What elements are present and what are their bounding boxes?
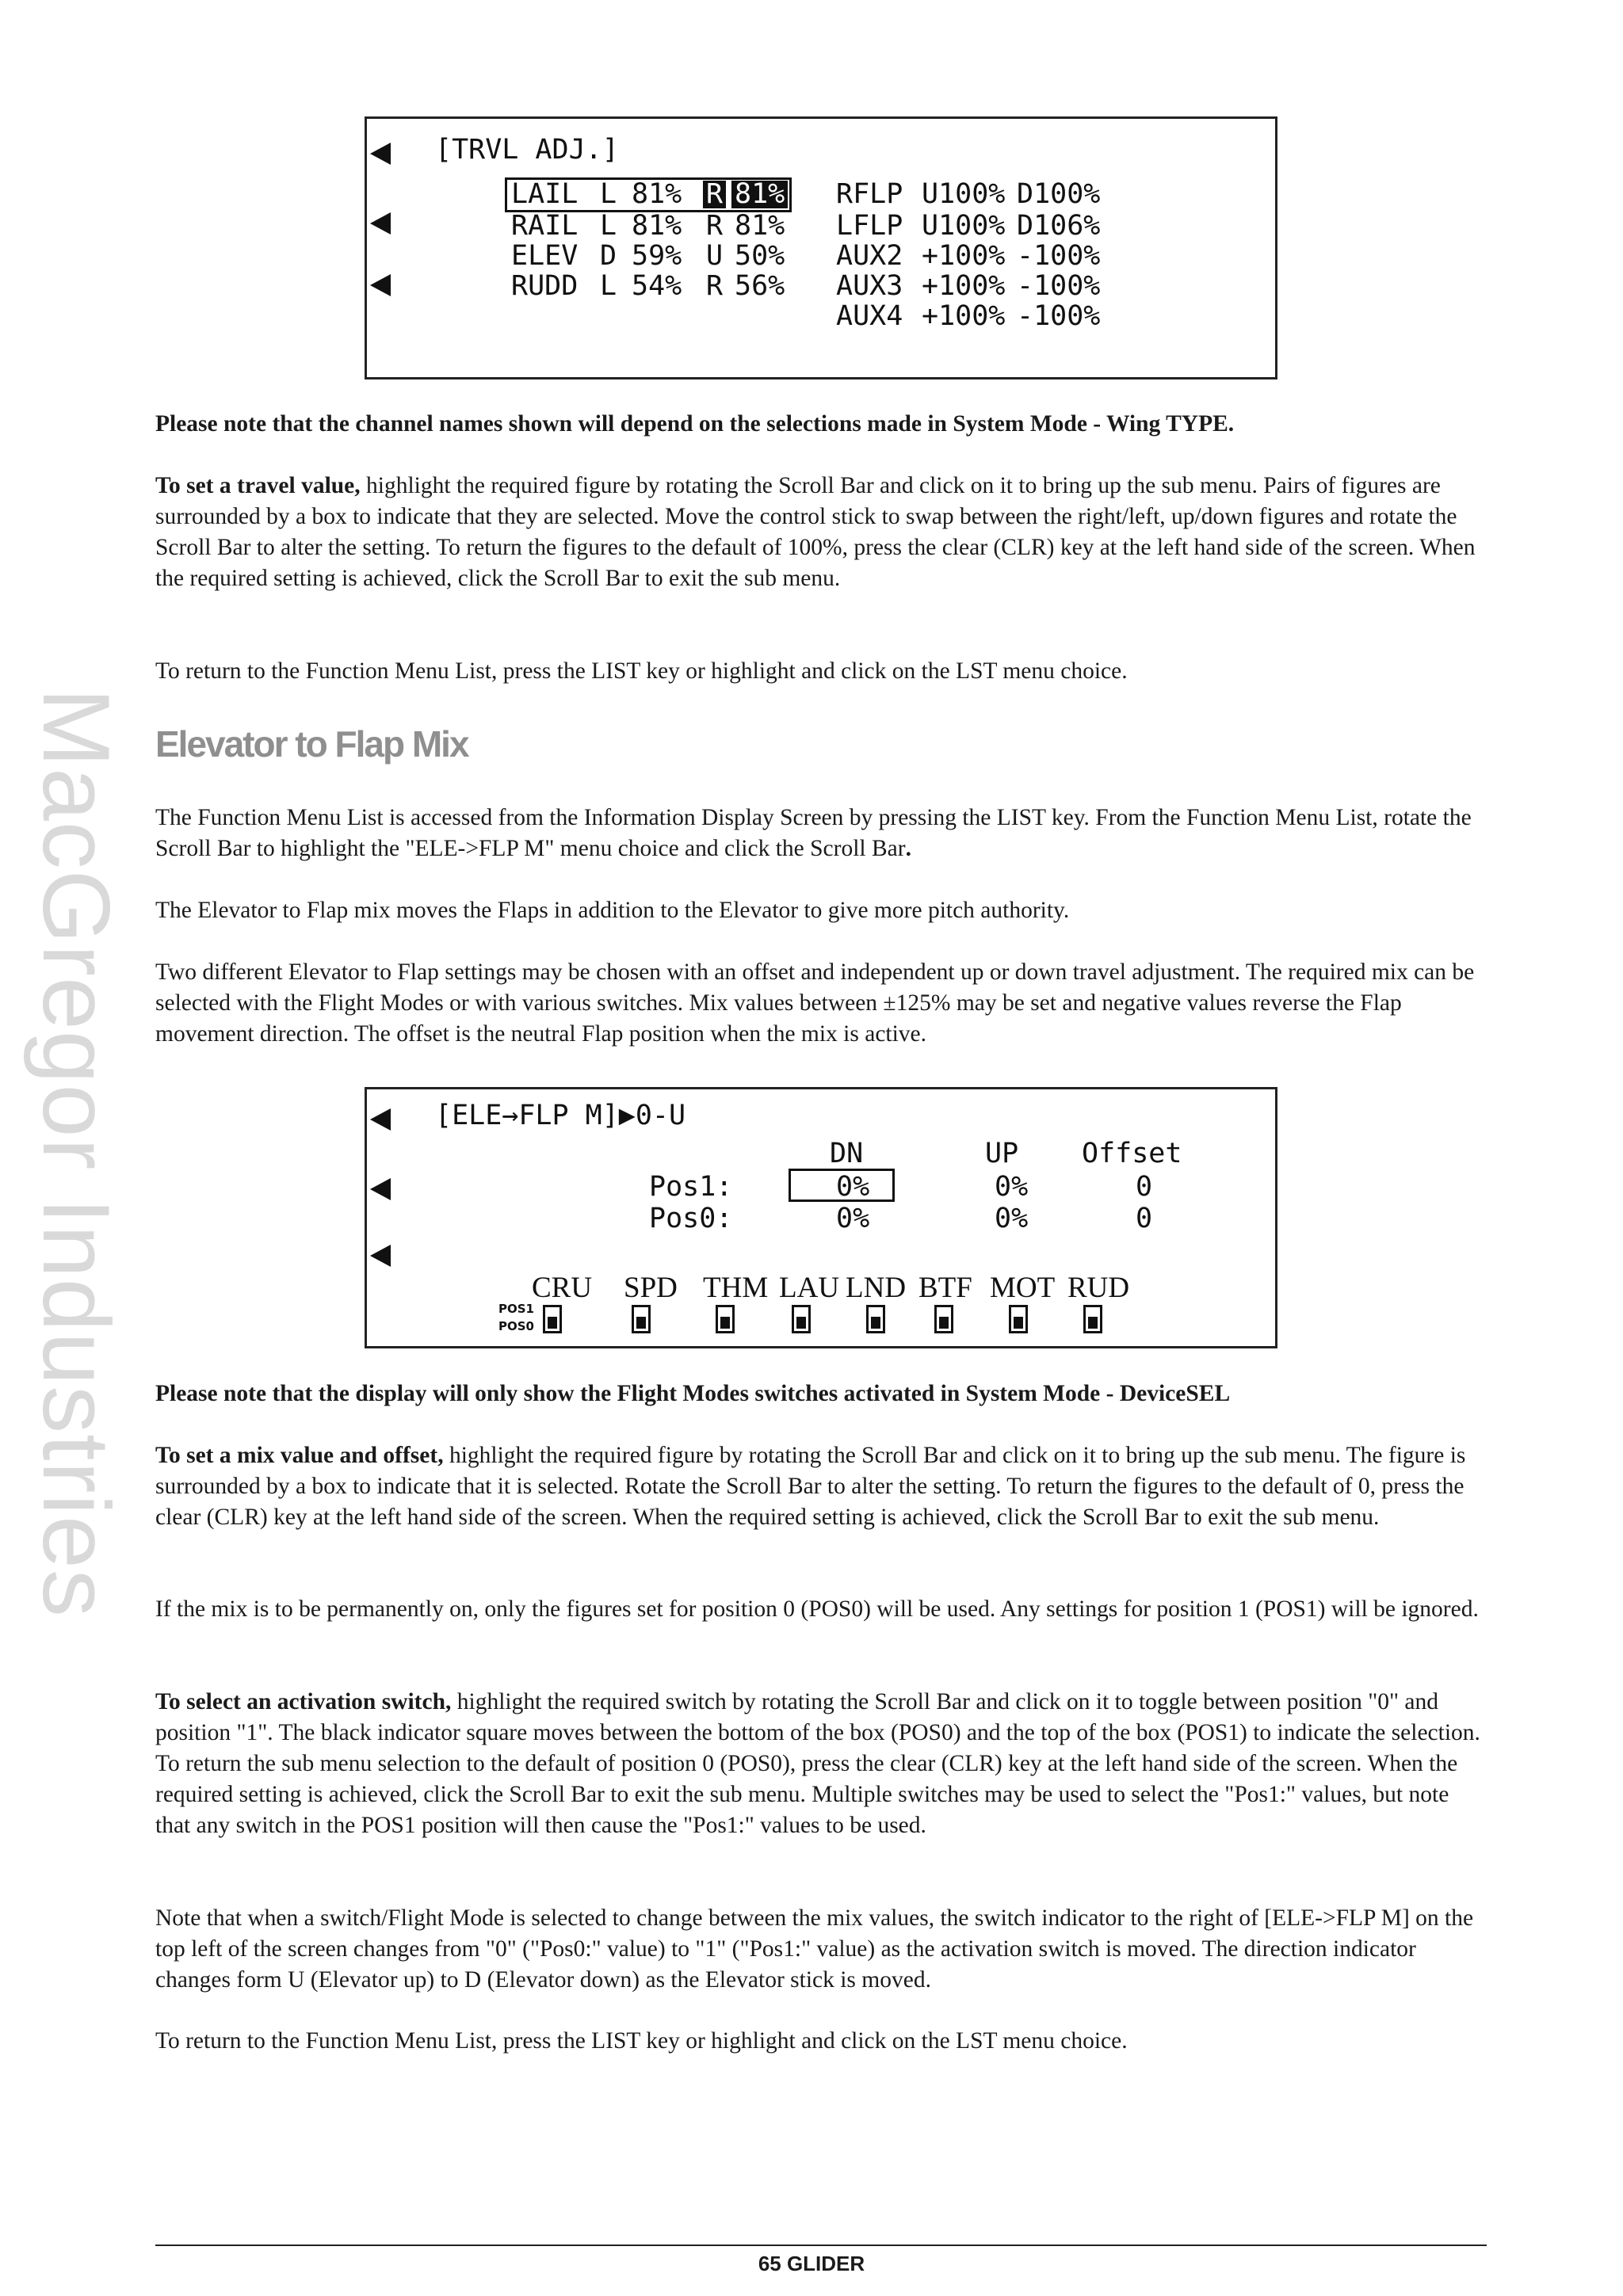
direction-b-highlighted: R (703, 181, 726, 208)
value-2b: D100% (1017, 178, 1101, 210)
value-b: 56% (735, 270, 785, 302)
value-2b: D106% (1017, 210, 1101, 242)
travel-adjust-screen (365, 116, 1277, 379)
pos1-offset-value: 0 (1136, 1171, 1153, 1203)
paragraph-activation-switch: To select an activation switch, highlight the required switch by rotating the Scroll Bar and click on it to toggle between position "0" and position "1". The black indicator square moves between the bottom of the box (POS0) and the top of the box (POS1) to indicate the selection. To return the sub menu selection to the default of position 0 (POS0), press the clear (CLR) key at the left hand side of the screen. When the required setting is achieved, click the Scroll Bar to exit the sub menu. Multiple switches may be used to select the "Pos1:" values, but note that any switch in the POS1 position will then cause the "Pos1:" values to be used. (155, 1689, 1480, 1838)
column-offset: Offset (1082, 1138, 1182, 1169)
channel-name-2: AUX3 (836, 270, 903, 302)
value-2a: U100% (922, 178, 1006, 210)
pos0-up-value: 0% (995, 1203, 1029, 1234)
pos1-up-value: 0% (995, 1171, 1029, 1203)
switch-label-btf: BTF (918, 1272, 972, 1304)
direction-b: U (706, 240, 724, 272)
switch-indicator-btf[interactable] (934, 1305, 953, 1333)
screen-title: [ELE→FLP M]▶0-U (435, 1100, 686, 1131)
direction-b: R (706, 210, 724, 242)
direction-a: L (600, 270, 617, 302)
paragraph-travel-value: To set a travel value, highlight the required figure by rotating the Scroll Bar and click on it to bring up the sub menu. Pairs of figures are surrounded by a box to indicate that they are selected. Move the control stick to swap between the right/left, up/down figures and rotate the Scroll Bar to alter the setting. To return the figures to the default of 100%, press the clear (CLR) key at the left hand side of the screen. When the required setting is achieved, click the Scroll Bar to exit the sub menu. (155, 473, 1476, 591)
pos0-label: Pos0: (649, 1203, 733, 1234)
pos0-small-label: POS0 (498, 1319, 534, 1333)
section-heading: Elevator to Flap Mix (155, 723, 468, 765)
note-flight-modes: Please note that the display will only show the Flight Modes switches activated in System Mode - DeviceSEL (155, 1381, 1231, 1406)
left-arrow-icon (370, 143, 391, 165)
side-watermark: MacGregor Industries (23, 688, 129, 1618)
channel-name: RAIL (511, 210, 579, 242)
value-b-highlighted: 81% (731, 181, 788, 208)
channel-name-2: LFLP (836, 210, 903, 242)
note-channel-names: Please note that the channel names shown will depend on the selections made in System Mode - Wing TYPE. (155, 411, 1235, 437)
value-2a: +100% (922, 240, 1006, 272)
left-arrow-icon (370, 212, 391, 235)
paragraph-mix-value: To set a mix value and offset, highlight the required figure by rotating the Scroll Bar and click on it to bring up the sub menu. The figure is surrounded by a box to indicate that it is selected. Rotate the Scroll Bar to alter the setting. To return the figures to the default of 0, press the clear (CLR) key at the left hand side of the screen. When the required setting is achieved, click the Scroll Bar to exit the sub menu. (155, 1443, 1466, 1530)
channel-name-2: RFLP (836, 178, 903, 210)
value-2b: -100% (1017, 300, 1101, 332)
left-arrow-icon (370, 274, 391, 296)
pos1-dn-value: 0% (836, 1171, 870, 1203)
pos1-small-label: POS1 (498, 1302, 534, 1316)
switch-label-thm: THM (703, 1272, 769, 1304)
switch-label-lnd: LND (846, 1272, 907, 1304)
switch-indicator-cru[interactable] (543, 1305, 562, 1333)
channel-name-2: AUX4 (836, 300, 903, 332)
switch-label-lau: LAU (779, 1272, 840, 1304)
left-arrow-icon (370, 1245, 391, 1267)
left-arrow-icon (370, 1178, 391, 1200)
switch-indicator-thm[interactable] (716, 1305, 735, 1333)
column-dn: DN (830, 1138, 864, 1169)
paragraph-return-list-2: To return to the Function Menu List, press the LIST key or highlight and click on the LST menu choice. (155, 2028, 1128, 2054)
value-a: 54% (632, 270, 682, 302)
screen-title: [TRVL ADJ.] (435, 134, 619, 166)
value-2b: -100% (1017, 270, 1101, 302)
switch-indicator-mot[interactable] (1009, 1305, 1028, 1333)
paragraph-access: The Function Menu List is accessed from the Information Display Screen by pressing the LIST key. From the Function Menu List, rotate the Scroll Bar to highlight the "ELE->FLP M" menu choice and click the Scroll Bar. (155, 805, 1472, 861)
page-footer: 65 GLIDER (758, 2252, 865, 2275)
value-a: 81% (632, 178, 682, 210)
switch-indicator-lau[interactable] (792, 1305, 811, 1333)
value-a: 59% (632, 240, 682, 272)
direction-a: D (600, 240, 617, 272)
pos0-offset-value: 0 (1136, 1203, 1153, 1234)
channel-name-2: AUX2 (836, 240, 903, 272)
paragraph-two-settings: Two different Elevator to Flap settings may be chosen with an offset and independent up or down travel adjustment. The required mix can be selected with the Flight Modes or with various switches. Mix values between ±125% may be set and negative values reverse the Flap movement direction. The offset is the neutral Flap position when the mix is active. (155, 959, 1475, 1047)
paragraph-return-list: To return to the Function Menu List, press the LIST key or highlight and click on the LST menu choice. (155, 658, 1128, 684)
pos0-dn-value: 0% (836, 1203, 870, 1234)
paragraph-switch-indicator: Note that when a switch/Flight Mode is selected to change between the mix values, the switch indicator to the right of [ELE->FLP M] on the top left of the screen changes from "0" ("Pos0:" value) to "1" ("Pos1:" value) as the activation switch is moved. The direction indicator changes form U (Elevator up) to D (Elevator down) as the Elevator stick is moved. (155, 1905, 1474, 1993)
switch-indicator-rud[interactable] (1083, 1305, 1102, 1333)
value-a: 81% (632, 210, 682, 242)
value-b: 81% (735, 210, 785, 242)
value-2b: -100% (1017, 240, 1101, 272)
switch-indicator-spd[interactable] (632, 1305, 651, 1333)
switch-indicator-lnd[interactable] (866, 1305, 885, 1333)
switch-label-rud: RUD (1067, 1272, 1130, 1304)
column-up: UP (985, 1138, 1019, 1169)
value-2a: +100% (922, 270, 1006, 302)
left-arrow-icon (370, 1108, 391, 1131)
value-2a: U100% (922, 210, 1006, 242)
channel-name: ELEV (511, 240, 579, 272)
paragraph-permanent: If the mix is to be permanently on, only the figures set for position 0 (POS0) will be used. Any settings for position 1 (POS1) will be ignored. (155, 1596, 1479, 1622)
channel-name: LAIL (511, 178, 579, 210)
footer-rule (155, 2245, 1487, 2246)
elevator-flap-screen (365, 1087, 1277, 1348)
channel-name: RUDD (511, 270, 579, 302)
paragraph-mix-purpose: The Elevator to Flap mix moves the Flaps in addition to the Elevator to give more pitch authority. (155, 898, 1070, 923)
direction-a: L (600, 178, 617, 210)
value-b: 50% (735, 240, 785, 272)
switch-label-spd: SPD (624, 1272, 678, 1304)
direction-b: R (706, 270, 724, 302)
switch-label-mot: MOT (990, 1272, 1056, 1304)
direction-a: L (600, 210, 617, 242)
pos1-label: Pos1: (649, 1171, 733, 1203)
value-2a: +100% (922, 300, 1006, 332)
switch-label-cru: CRU (532, 1272, 593, 1304)
